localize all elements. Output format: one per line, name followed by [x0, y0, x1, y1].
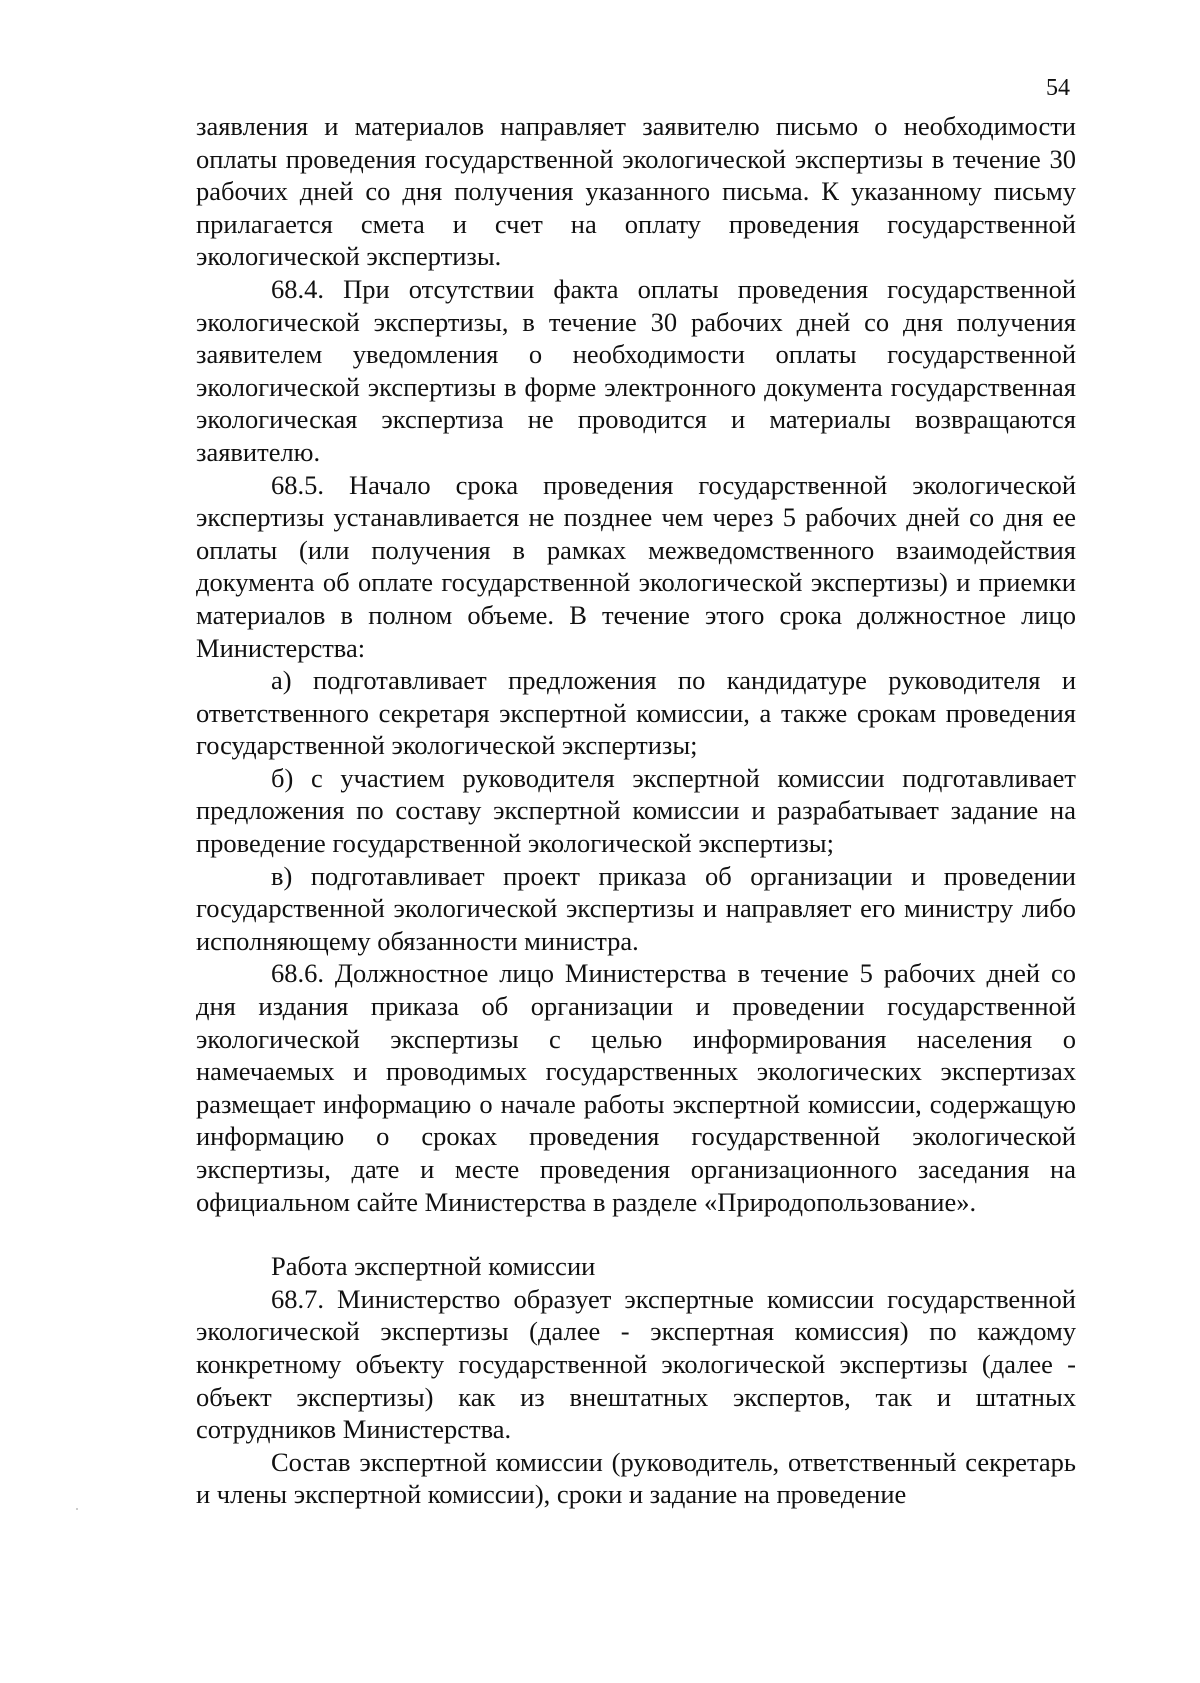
document-body — [196, 110, 1076, 1511]
section-heading: Работа экспертной комиссии — [271, 1251, 596, 1282]
list-item-a: а) подготавливает предложения по кандидатуре руководителя и ответственного секретаря экспертной комиссии, а также срокам проведения государственной экологической экспертизы; — [196, 665, 1076, 761]
paragraph-68-6: 68.6. Должностное лицо Министерства в течение 5 рабочих дней со дня издания приказа об организации и проведении государственной экологической экспертизы с целью информирования населения о намечаемых и проводимых государственных экологических экспертизах размещает информацию о начале работы экспертной комиссии, содержащую информацию о сроках проведения государственной экологической экспертизы, дате и месте проведения организационного заседания на официальном сайте Министерства в разделе «Природопользование». — [196, 958, 1076, 1217]
paragraph-payment-letter: заявления и материалов направляет заявителю письмо о необходимости оплаты проведения государственной экологической экспертизы в течение 30 рабочих дней со дня получения указанного письма. К указанному письму прилагается смета и счет на оплату проведения государственной экологической экспертизы. — [196, 111, 1076, 272]
paragraph-68-7: 68.7. Министерство образует экспертные комиссии государственной экологической экспертизы (далее - экспертная комиссия) по каждому конкретному объекту государственной экологической экспертизы (далее - объект экспертизы) как из внештатных экспертов, так и штатных сотрудников Министерства. — [196, 1283, 1076, 1445]
paragraph-commission-composition: Состав экспертной комиссии (руководитель, ответственный секретарь и члены экспертной комиссии), сроки и задание на проведение — [196, 1446, 1076, 1510]
list-item-v: в) подготавливает проект приказа об организации и проведении государственной экологической экспертизы и направляет его министру либо исполняющему обязанности министра. — [196, 860, 1076, 956]
paragraph-68-5: 68.5. Начало срока проведения государственной экологической экспертизы устанавливается не позднее чем через 5 рабочих дней со дня ее оплаты (или получения в рамках межведомственного взаимодействия документа об оплате государственной экологической экспертизы) и приемки материалов в полном объеме. В течение этого срока должностное лицо Министерства: — [196, 469, 1076, 663]
list-item-b: б) с участием руководителя экспертной комиссии подготавливает предложения по составу экспертной комиссии и разрабатывает задание на проведение государственной экологической экспертизы; — [196, 762, 1076, 859]
paragraph-68-4: 68.4. При отсутствии факта оплаты проведения государственной экологической экспертизы, в течение 30 рабочих дней со дня получения заявителем уведомления о необходимости оплаты государственной экологической экспертизы в форме электронного документа государственная экологическая экспертиза не проводится и материалы возвращаются заявителю. — [196, 273, 1076, 467]
page-number: 54 — [1046, 75, 1070, 101]
scan-speck — [76, 1508, 78, 1510]
